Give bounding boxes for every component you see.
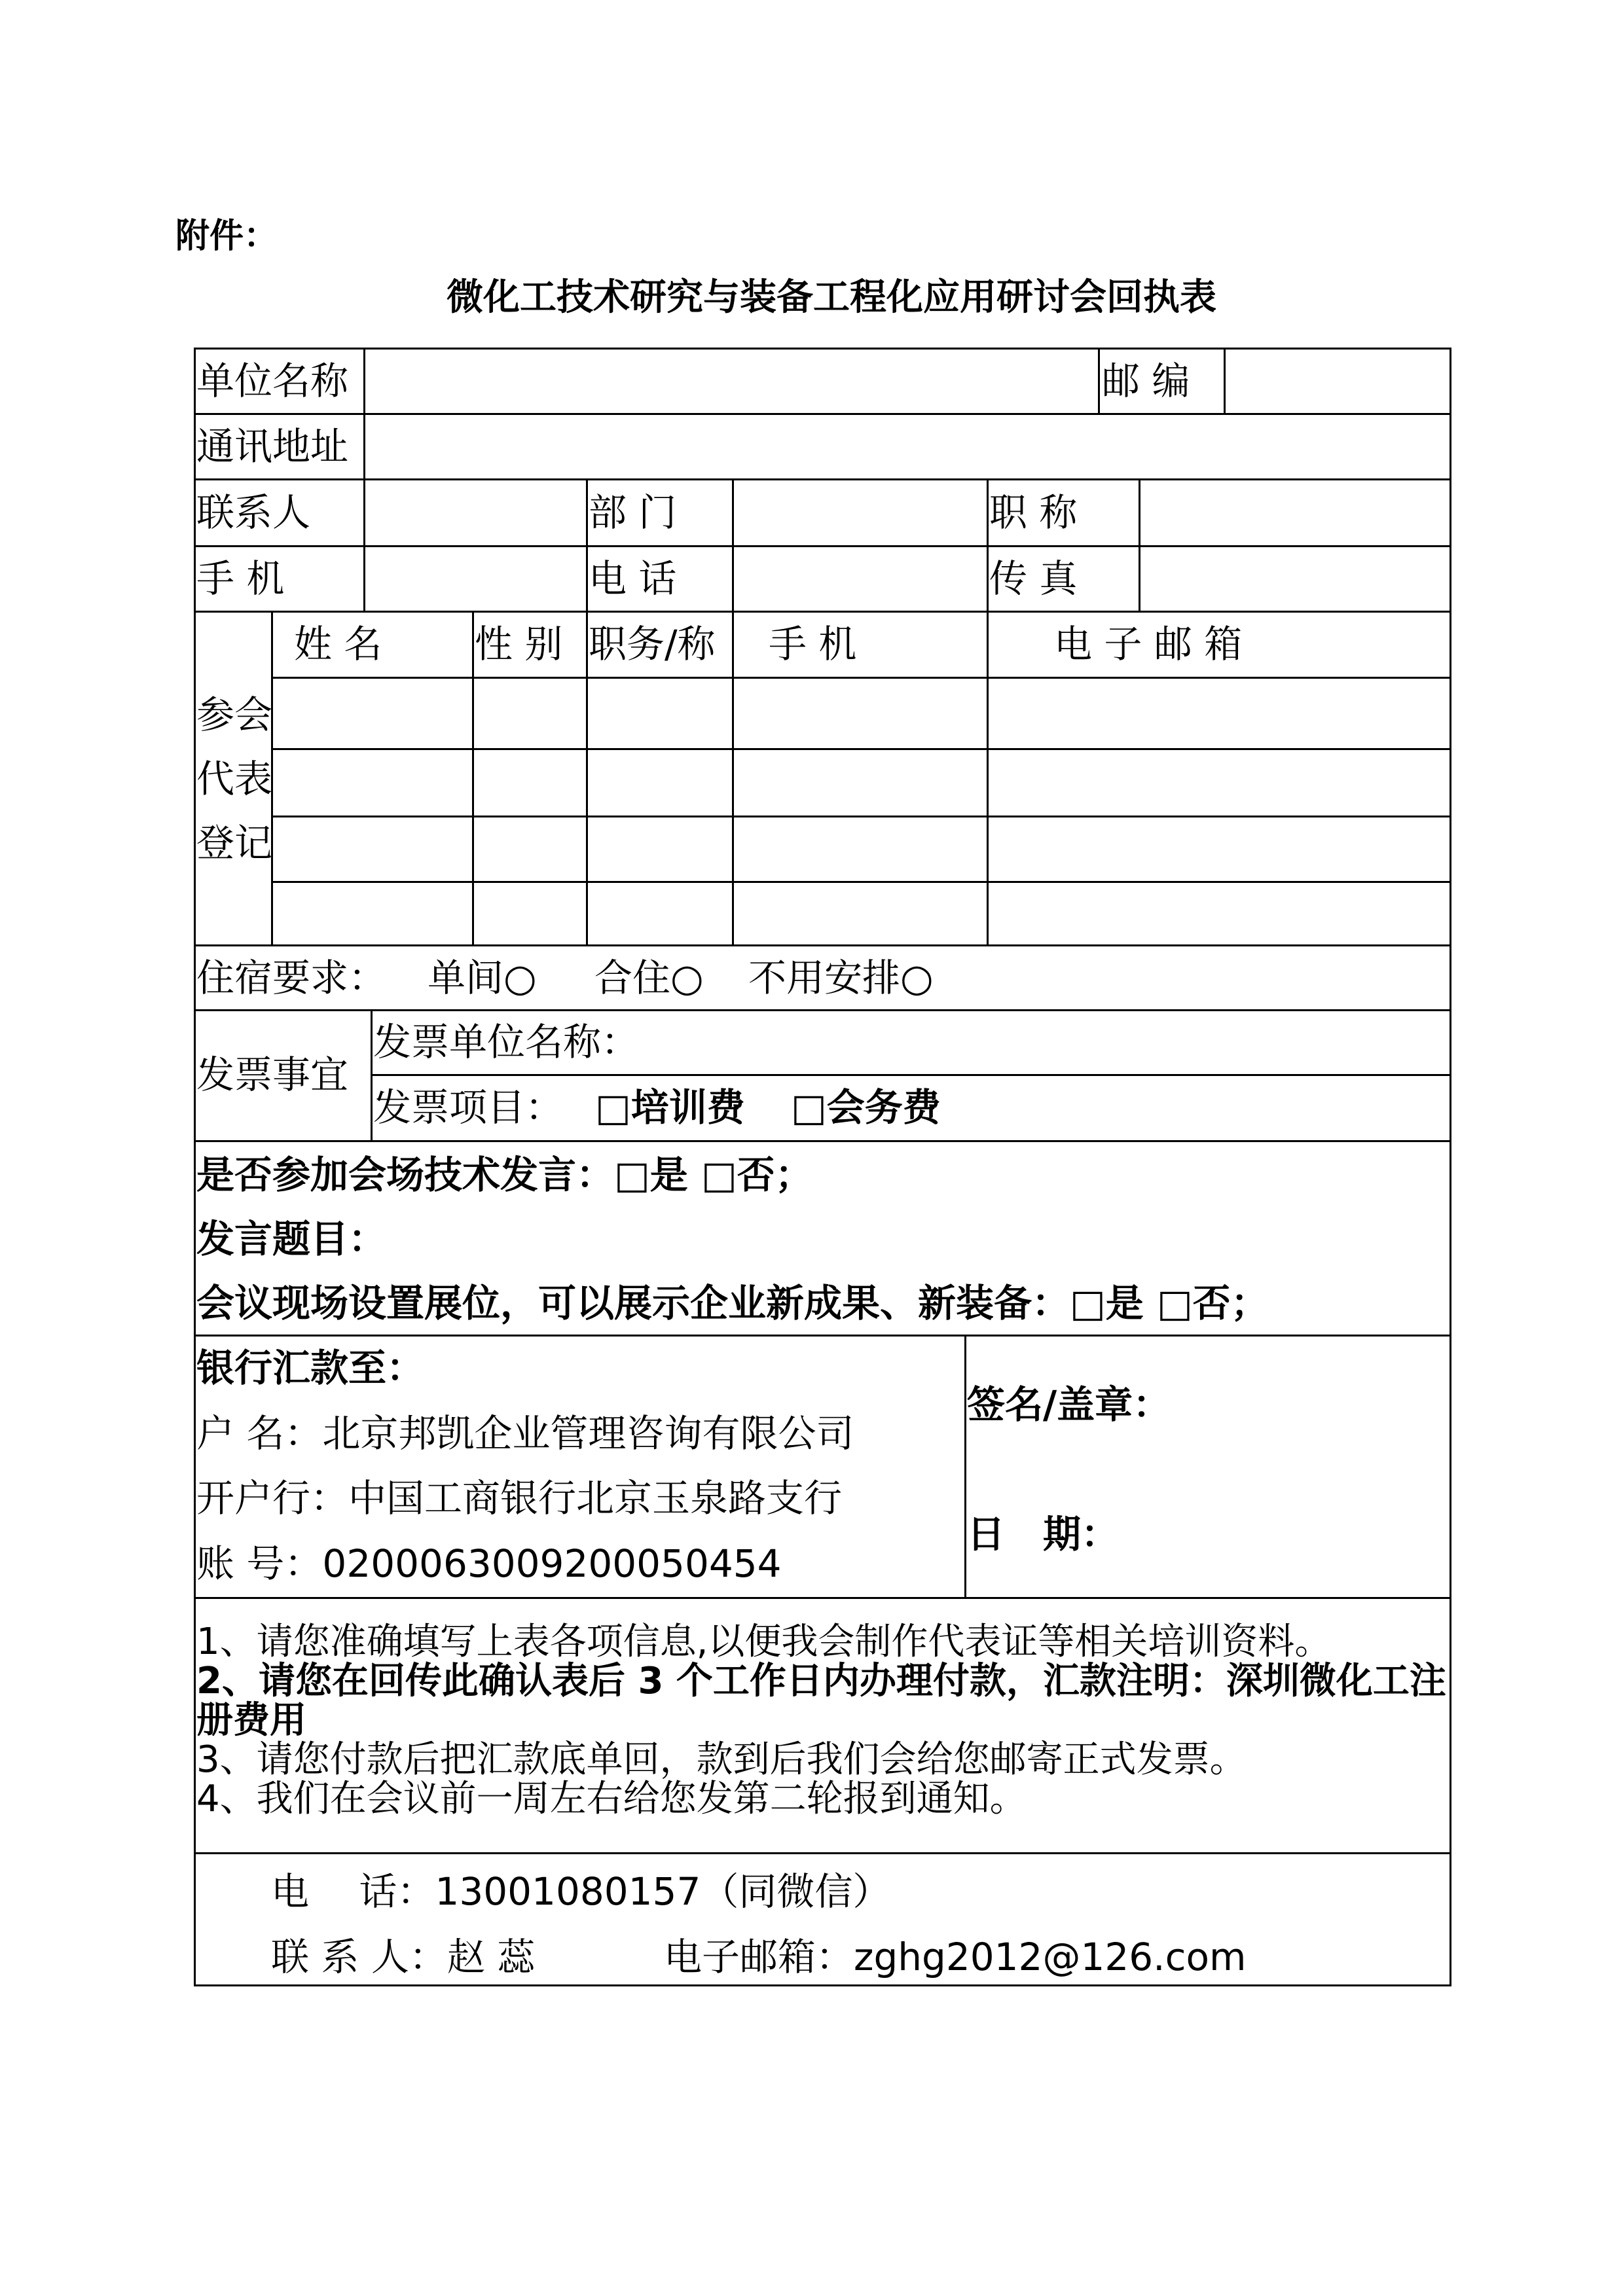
invoice-unit-name[interactable]: 发票单位名称：	[373, 1020, 640, 1064]
option-no-arrangement[interactable]: 不用安排○	[748, 956, 934, 1000]
job-title-field[interactable]	[1140, 480, 1450, 545]
booth-question[interactable]: 会议现场设置展位，可以展示企业新成果、新装备：□是 □否；	[196, 1281, 1269, 1325]
invoice-item-label: 发票项目：	[373, 1085, 564, 1130]
note-1: 1、请您准确填写上表各项信息,以便我会制作代表证等相关培训资料。	[196, 1621, 1332, 1663]
rule	[371, 1074, 1451, 1076]
contact-person: 联 系 人：赵 蕊	[271, 1935, 536, 1979]
bank-name: 开户行：中国工商银行北京玉泉路支行	[196, 1476, 843, 1520]
header-name: 姓 名	[294, 622, 382, 666]
rule	[194, 1009, 1451, 1011]
postcode-label: 邮 编	[1102, 359, 1190, 403]
signature-label[interactable]: 签名/盖章：	[967, 1382, 1171, 1427]
rule	[194, 348, 196, 1986]
job-title-label: 职 称	[989, 490, 1078, 535]
department-label: 部 门	[589, 490, 677, 535]
rule	[194, 1597, 1451, 1599]
department-field[interactable]	[734, 480, 987, 545]
rule	[1450, 348, 1451, 1986]
rule	[194, 1335, 1451, 1336]
rule	[194, 1140, 1451, 1142]
header-gender: 性 别	[475, 622, 563, 666]
header-mobile: 手 机	[769, 622, 857, 666]
mobile-field[interactable]	[365, 547, 586, 611]
delegate-rows[interactable]	[273, 679, 1450, 944]
rule	[586, 478, 588, 611]
note-2: 2、请您在回传此确认表后 3 个工作日内办理付款，汇款注明：深圳微化工注册费用	[196, 1660, 1446, 1742]
contact-field[interactable]	[365, 480, 586, 545]
date-label[interactable]: 日 期：	[967, 1512, 1120, 1556]
note-3: 3、请您付款后把汇款底单回，款到后我们会给您邮寄正式发票。	[196, 1738, 1247, 1781]
accommodation-label: 住宿要求：	[196, 956, 387, 1000]
unit-name-field[interactable]	[365, 350, 1098, 413]
contact-email: 电子邮箱：zghg2012@126.com	[664, 1935, 1247, 1979]
rule	[194, 944, 1451, 946]
rule	[194, 611, 1451, 613]
delegates-label-1: 参会	[196, 692, 273, 737]
postcode-field[interactable]	[1226, 350, 1450, 413]
fax-field[interactable]	[1140, 547, 1450, 611]
account-number: 账 号：0200063009200050454	[196, 1541, 782, 1586]
rule	[1098, 348, 1100, 413]
bank-heading: 银行汇款至：	[196, 1346, 425, 1390]
phone-label: 电 话	[589, 556, 677, 601]
delegates-label-2: 代表	[196, 757, 273, 801]
registration-form	[194, 348, 1451, 1986]
contact-phone: 电 话：13001080157（同微信）	[271, 1869, 891, 1914]
header-email: 电 子 邮 箱	[1054, 622, 1243, 666]
address-field[interactable]	[365, 415, 1450, 478]
notes	[196, 1623, 1447, 1819]
rule	[194, 1984, 1451, 1986]
fax-label: 传 真	[989, 556, 1078, 601]
option-shared-room[interactable]: 合住○	[594, 956, 704, 1000]
unit-name-label: 单位名称	[196, 359, 349, 403]
attachment-label: 附件：	[175, 217, 278, 256]
speech-topic[interactable]: 发言题目：	[196, 1217, 387, 1261]
option-conference-fee[interactable]: □会务费	[791, 1085, 941, 1130]
rule	[371, 1009, 373, 1140]
delegates-label-3: 登记	[196, 821, 273, 865]
rule	[194, 1852, 1451, 1854]
header-position: 职务/称	[589, 622, 716, 666]
mobile-label: 手 机	[196, 556, 285, 601]
option-single-room[interactable]: 单间○	[428, 956, 537, 1000]
form-title: 微化工技术研究与装备工程化应用研讨会回执表	[447, 276, 1216, 319]
speech-question[interactable]: 是否参加会场技术发言：□是 □否；	[196, 1153, 813, 1197]
contact-label: 联系人	[196, 490, 311, 535]
invoice-label: 发票事宜	[196, 1052, 349, 1097]
phone-field[interactable]	[734, 547, 987, 611]
address-label: 通讯地址	[196, 424, 349, 469]
rule	[964, 1335, 966, 1597]
account-name: 户 名：北京邦凯企业管理咨询有限公司	[196, 1411, 854, 1456]
note-4: 4、我们在会议前一周左右给您发第二轮报到通知。	[196, 1778, 1027, 1820]
option-training-fee[interactable]: □培训费	[595, 1085, 745, 1130]
